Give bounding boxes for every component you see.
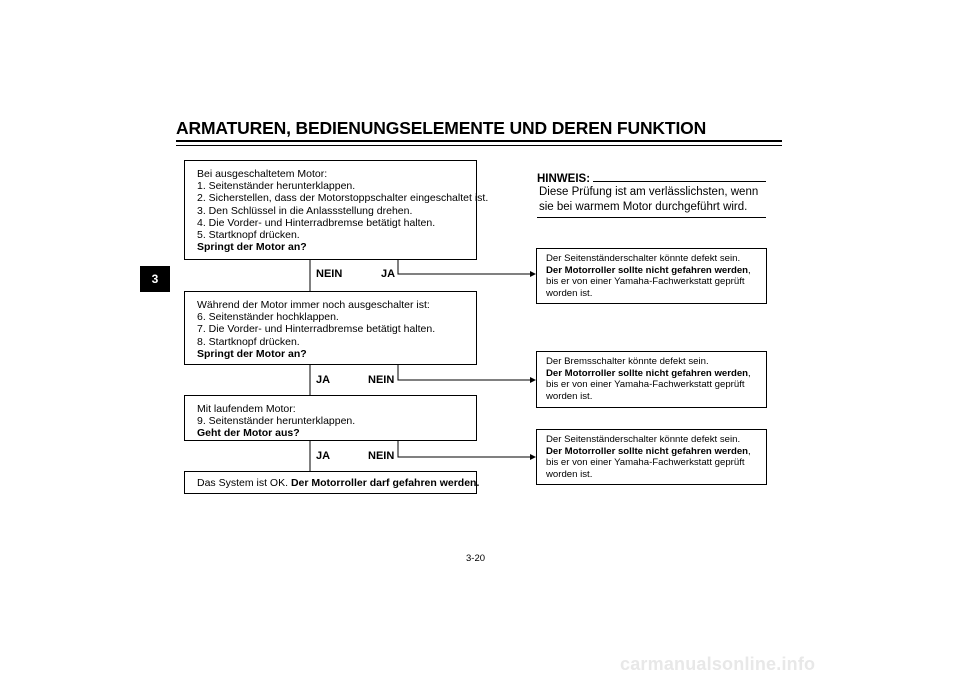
outcome-box <box>536 351 767 408</box>
step2-question: Springt der Motor an? <box>197 347 307 360</box>
outcome-comma: , <box>748 445 751 457</box>
outcome-warning: Der Motorroller sollte nicht gefahren werden <box>546 264 749 276</box>
connector-step1-right <box>398 259 535 274</box>
watermark: carmanualsonline.info <box>620 654 816 674</box>
step1-answer-right: JA <box>381 268 396 280</box>
page-title: ARMATUREN, BEDIENUNGSELEMENTE UND DEREN FUNKTION <box>176 118 707 138</box>
step1-line: 4. Die Vorder- und Hinterradbremse betätigt halten. <box>197 216 436 229</box>
outcome-comma: , <box>748 264 751 276</box>
step2-box <box>184 291 477 365</box>
note-text: Diese Prüfung ist am verlässlichsten, wenn sie bei warmem Motor durchgeführt wird. <box>539 186 759 213</box>
outcome-line <box>546 368 760 380</box>
note-rule-bottom <box>537 217 766 218</box>
step3-answer-down: JA <box>316 450 331 462</box>
note-label: HINWEIS: <box>537 173 591 185</box>
outcome-line: worden ist. <box>546 287 593 299</box>
outcome-line: Der Seitenständerschalter könnte defekt sein. <box>546 434 741 445</box>
step1-box <box>184 160 489 260</box>
result-bold: Der Motorroller darf gefahren werden. <box>290 477 480 489</box>
outcome-line: worden ist. <box>546 468 593 480</box>
step1-line: 1. Seitenständer herunterklappen. <box>197 180 356 193</box>
result-text: Das System ist OK. <box>197 477 291 489</box>
step2-line: Während der Motor immer noch ausgeschalter ist: <box>197 299 430 311</box>
step1-line: 5. Startknopf drücken. <box>197 229 300 242</box>
step3-line: Mit laufendem Motor: <box>197 403 296 415</box>
outcome-box <box>536 248 767 304</box>
step1-line: Bei ausgeschaltetem Motor: <box>197 168 328 180</box>
step2-answer-right: NEIN <box>368 374 395 386</box>
chapter-tab: 3 <box>140 266 170 292</box>
outcome-line: bis er von einer Yamaha-Fachwerkstatt geprüft <box>546 276 745 288</box>
step3-box <box>184 395 477 441</box>
step2-answer-down: JA <box>316 374 331 386</box>
step2-line: 8. Startknopf drücken. <box>197 335 300 348</box>
result-box <box>184 471 480 494</box>
step1-line: 3. Den Schlüssel in die Anlassstellung drehen. <box>197 204 413 217</box>
step1-answer-down: NEIN <box>316 268 343 280</box>
outcome-comma: , <box>748 367 751 379</box>
step1-question: Springt der Motor an? <box>197 241 307 254</box>
outcome-warning: Der Motorroller sollte nicht gefahren werden <box>546 445 749 457</box>
step2-line: 6. Seitenständer hochklappen. <box>197 311 339 324</box>
outcome-line: Der Bremsschalter könnte defekt sein. <box>546 356 709 367</box>
outcome-line: worden ist. <box>546 390 593 402</box>
outcome-warning: Der Motorroller sollte nicht gefahren werden <box>546 367 749 379</box>
step1-line: 2. Sicherstellen, dass der Motorstoppschalter eingeschaltet ist. <box>197 192 489 205</box>
page-number: 3-20 <box>466 553 486 564</box>
outcome-line: Der Seitenständerschalter könnte defekt sein. <box>546 253 741 264</box>
connector-step2-right <box>398 364 535 380</box>
step2-line: 7. Die Vorder- und Hinterradbremse betätigt halten. <box>197 323 436 336</box>
outcome-line: bis er von einer Yamaha-Fachwerkstatt geprüft <box>546 457 745 469</box>
outcome-line <box>546 265 760 277</box>
step3-question: Geht der Motor aus? <box>197 427 300 440</box>
outcome-line <box>546 446 760 458</box>
note-rule-top <box>593 181 766 182</box>
step3-answer-right: NEIN <box>368 450 395 462</box>
outcome-line: bis er von einer Yamaha-Fachwerkstatt geprüft <box>546 379 745 391</box>
outcome-box <box>536 429 767 485</box>
connector-step3-right <box>398 440 535 457</box>
step3-line: 9. Seitenständer herunterklappen. <box>197 415 356 428</box>
